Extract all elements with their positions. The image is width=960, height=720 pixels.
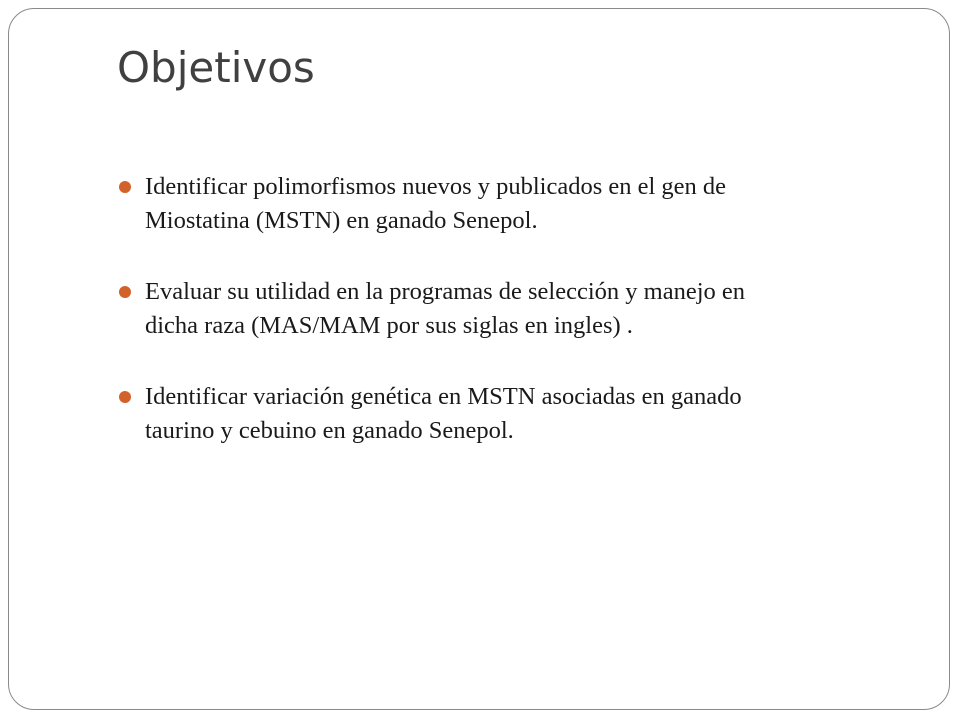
bullet-2-line-2: dicha raza (MAS/MAM por sus siglas en ingles) . (145, 312, 633, 339)
slide-frame (8, 8, 950, 710)
bullet-3-line-2: taurino y cebuino en ganado Senepol. (145, 417, 514, 444)
bullet-item-2 (119, 275, 909, 343)
slide-title: Objetivos (117, 43, 315, 92)
bullet-3-line-1: Identificar variación genética en MSTN asociadas en ganado (145, 383, 742, 410)
bullet-item-3 (119, 380, 909, 448)
bullet-item-1 (119, 170, 909, 238)
bullet-1-line-2: Miostatina (MSTN) en ganado Senepol. (145, 207, 538, 234)
bullet-list (119, 170, 909, 485)
bullet-dot-icon (119, 181, 131, 193)
bullet-2-line-1: Evaluar su utilidad en la programas de selección y manejo en (145, 278, 746, 305)
bullet-dot-icon (119, 391, 131, 403)
bullet-dot-icon (119, 286, 131, 298)
bullet-1-line-1: Identificar polimorfismos nuevos y publicados en el gen de (145, 173, 727, 200)
